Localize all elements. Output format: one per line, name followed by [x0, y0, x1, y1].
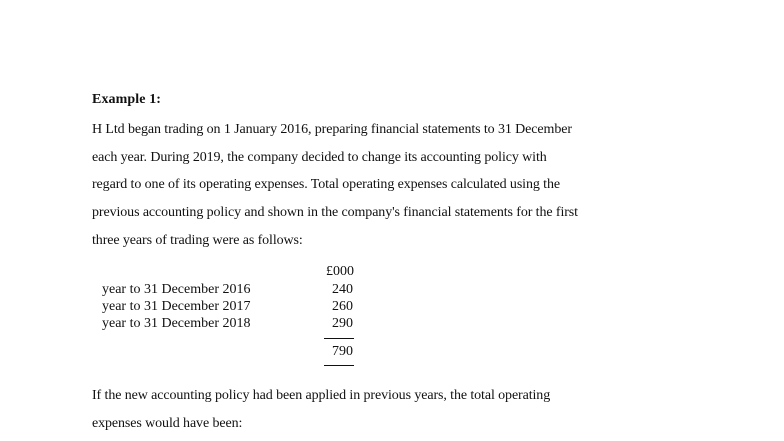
paragraph-2-line-1: If the new accounting policy had been applied in previous years, the total operating: [92, 388, 551, 403]
paragraph-1-line-2: each year. During 2019, the company decided to change its accounting policy with: [92, 150, 547, 165]
row-label: year to 31 December 2017: [102, 299, 251, 314]
row-value: 240: [332, 282, 353, 297]
total-top-rule: [324, 338, 354, 339]
units-header: £000: [326, 264, 354, 279]
paragraph-1-line-4: previous accounting policy and shown in the company's financial statements for the first: [92, 205, 578, 220]
total-bottom-rule: [324, 365, 354, 366]
row-label: year to 31 December 2016: [102, 282, 251, 297]
table-row: [102, 299, 362, 317]
paragraph-1-line-1: H Ltd began trading on 1 January 2016, preparing financial statements to 31 December: [92, 122, 572, 137]
table-total: 790: [332, 344, 353, 359]
paragraph-2-line-2: expenses would have been:: [92, 416, 243, 431]
table-row: [102, 282, 362, 300]
row-value: 260: [332, 299, 353, 314]
example-heading: Example 1:: [92, 92, 162, 107]
row-label: year to 31 December 2018: [102, 316, 251, 331]
table-row: [102, 316, 362, 334]
operating-expenses-table: [102, 262, 362, 372]
paragraph-1-line-5: three years of trading were as follows:: [92, 233, 303, 248]
paragraph-1-line-3: regard to one of its operating expenses. Total operating expenses calculated using the: [92, 177, 560, 192]
row-value: 290: [332, 316, 353, 331]
